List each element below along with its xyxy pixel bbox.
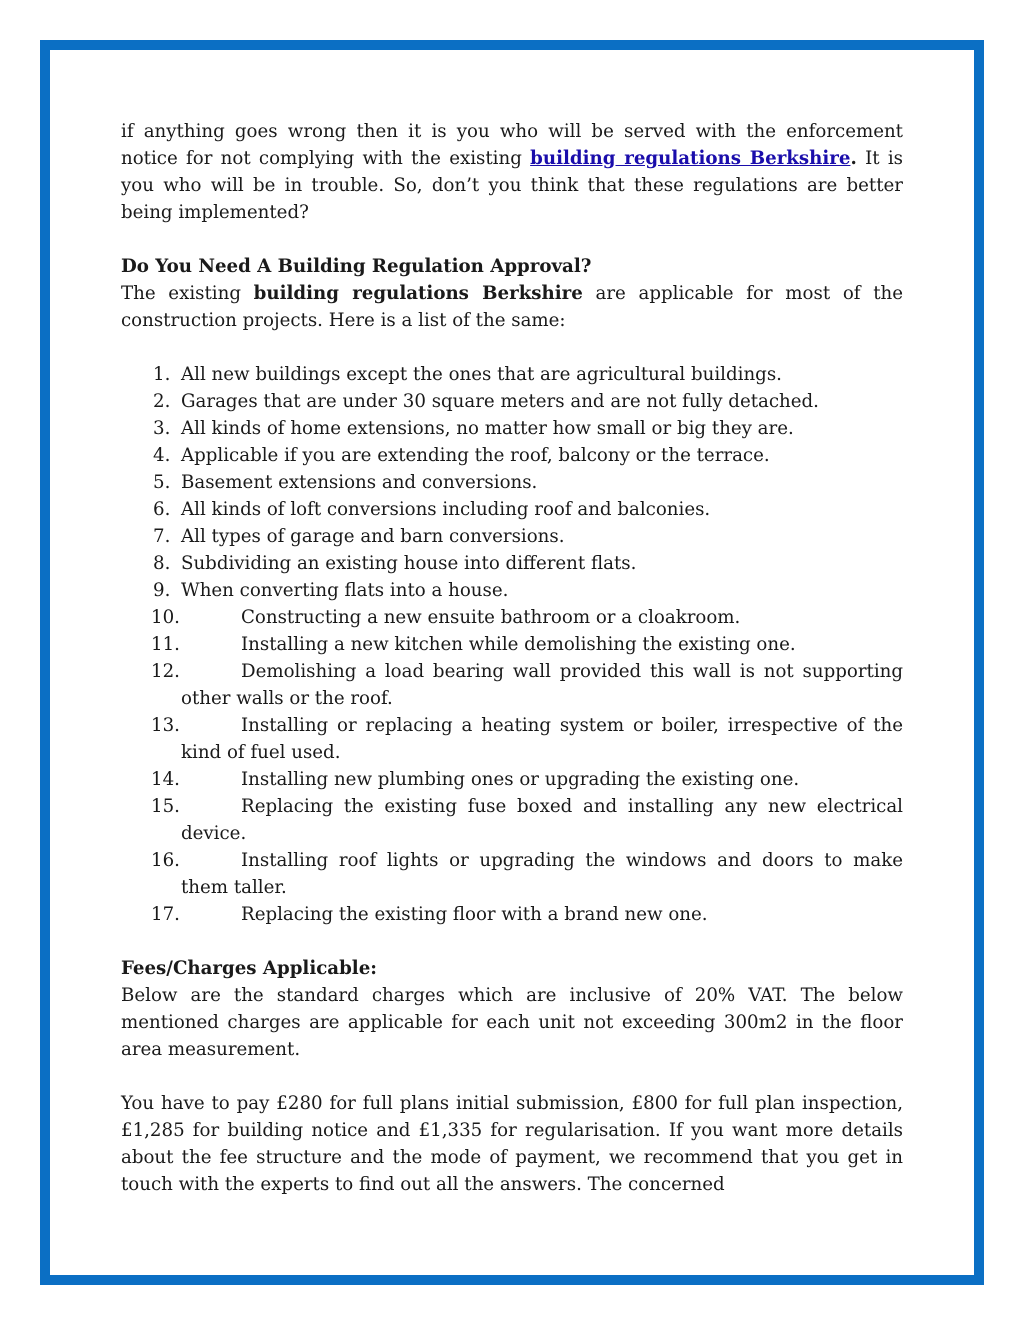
list-item-text: Subdividing an existing house into different flats. xyxy=(181,553,637,574)
list-item xyxy=(121,766,903,793)
list-item-text: When converting flats into a house. xyxy=(181,580,509,601)
approval-text-end: are applicable for most of the construction projects. Here is a list of the same: xyxy=(121,283,903,331)
list-item xyxy=(121,658,903,712)
list-item xyxy=(121,496,903,523)
approval-bold-text: building regulations Berkshire xyxy=(253,283,583,304)
intro-period: . xyxy=(850,148,857,169)
list-item xyxy=(121,793,903,847)
list-item-number: 14. xyxy=(151,769,180,790)
list-item-text: Constructing a new ensuite bathroom or a cloakroom. xyxy=(241,607,741,628)
list-item-text: Installing roof lights or upgrading the windows and doors to make them taller. xyxy=(181,850,903,898)
list-item-number: 9. xyxy=(153,580,171,601)
list-item xyxy=(121,442,903,469)
list-item xyxy=(121,523,903,550)
list-item-text: Applicable if you are extending the roof, balcony or the terrace. xyxy=(181,445,770,466)
list-item xyxy=(121,361,903,388)
approval-text: The existing xyxy=(121,283,254,304)
list-item-number: 3. xyxy=(153,418,171,439)
intro-text: if anything goes wrong then it is you who will be served with the enforcement notice for not complying with the existing xyxy=(121,121,903,169)
list-item-text: Installing a new kitchen while demolishing the existing one. xyxy=(241,634,796,655)
list-item-number: 12. xyxy=(151,661,180,682)
intro-text-end: It is you who will be in trouble. So, don’t you think that these regulations are better being implemented? xyxy=(121,148,903,223)
list-item xyxy=(121,577,903,604)
list-item-number: 17. xyxy=(151,904,180,925)
list-item xyxy=(121,901,903,928)
document-body xyxy=(121,118,903,1198)
list-item-number: 15. xyxy=(151,796,180,817)
list-item xyxy=(121,388,903,415)
list-item-number: 5. xyxy=(153,472,171,493)
list-item-number: 10. xyxy=(151,607,180,628)
list-item-text: All kinds of loft conversions including roof and balconies. xyxy=(181,499,711,520)
list-item-text: Installing new plumbing ones or upgrading the existing one. xyxy=(241,769,800,790)
list-item-text: Replacing the existing floor with a brand new one. xyxy=(241,904,708,925)
list-item xyxy=(121,631,903,658)
list-item-number: 13. xyxy=(151,715,180,736)
list-item-text: Garages that are under 30 square meters and are not fully detached. xyxy=(181,391,819,412)
building-regulations-link[interactable]: building regulations Berkshire xyxy=(530,148,851,169)
list-item-number: 1. xyxy=(153,364,171,385)
list-item xyxy=(121,415,903,442)
list-item-number: 16. xyxy=(151,850,180,871)
list-item xyxy=(121,469,903,496)
fees-paragraph-2: You have to pay £280 for full plans initial submission, £800 for full plan inspection, £1,285 for building notice and £1,335 for regularisation. If you want more details about the fee structure and the mode of payment, we recommend that you get in touch with the experts to find out all the answers. The concerned xyxy=(121,1093,903,1195)
fees-paragraph-1: Below are the standard charges which are inclusive of 20% VAT. The below mentioned charges are applicable for each unit not exceeding 300m2 in the floor area measurement. xyxy=(121,985,903,1060)
list-item-text: Replacing the existing fuse boxed and installing any new electrical device. xyxy=(181,796,903,844)
list-item-number: 4. xyxy=(153,445,171,466)
fees-heading: Fees/Charges Applicable: xyxy=(121,958,378,979)
approval-paragraph xyxy=(121,280,903,334)
list-item-number: 6. xyxy=(153,499,171,520)
list-item xyxy=(121,604,903,631)
approval-heading: Do You Need A Building Regulation Approval? xyxy=(121,256,592,277)
regulation-list xyxy=(121,361,903,928)
list-item-text: All new buildings except the ones that are agricultural buildings. xyxy=(181,364,782,385)
list-item-text: Demolishing a load bearing wall provided this wall is not supporting other walls or the roof. xyxy=(181,661,903,709)
list-item-number: 2. xyxy=(153,391,171,412)
list-item-text: Installing or replacing a heating system or boiler, irrespective of the kind of fuel used. xyxy=(181,715,903,763)
list-item-text: All types of garage and barn conversions. xyxy=(181,526,565,547)
intro-paragraph xyxy=(121,118,903,226)
list-item-number: 11. xyxy=(151,634,180,655)
list-item-text: All kinds of home extensions, no matter how small or big they are. xyxy=(181,418,794,439)
list-item xyxy=(121,550,903,577)
list-item-text: Basement extensions and conversions. xyxy=(181,472,538,493)
list-item xyxy=(121,712,903,766)
list-item-number: 7. xyxy=(153,526,171,547)
list-item-number: 8. xyxy=(153,553,171,574)
list-item xyxy=(121,847,903,901)
